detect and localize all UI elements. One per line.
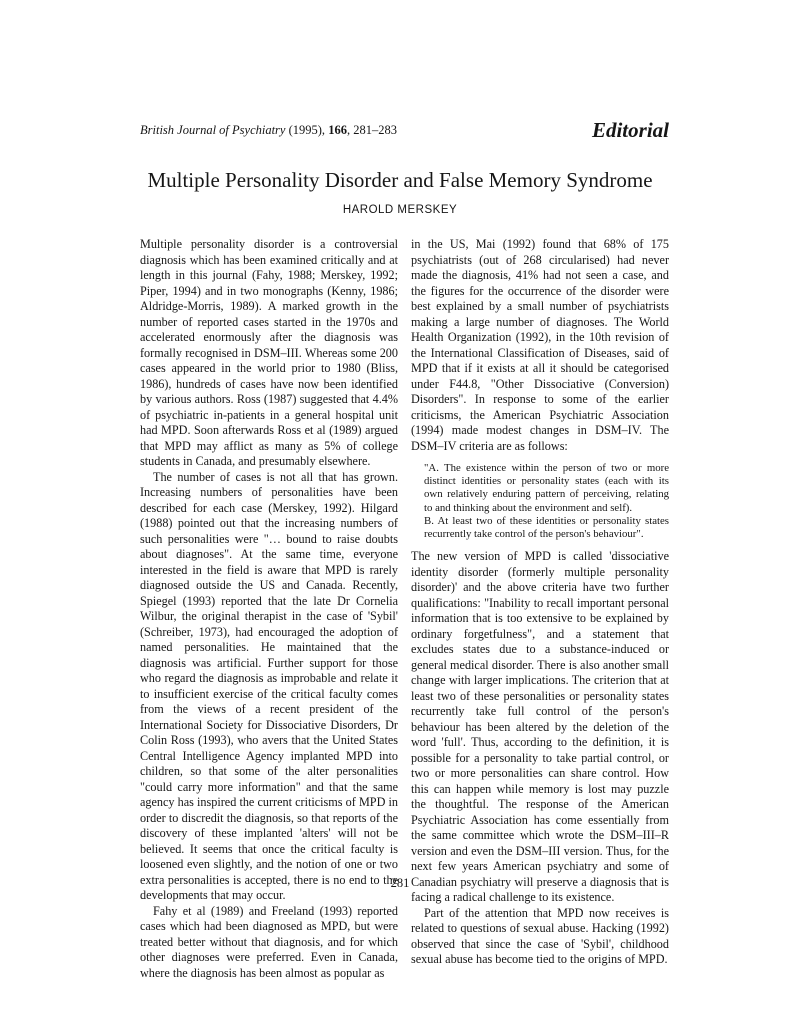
paragraph: The new version of MPD is called 'dissociative identity disorder (formerly multiple personality disorder)' and the above criteria have two further qualifications: "Inability to recall important personal information that is too extensive to be explained by ordinary forgetfulness", and a statement that excludes states due to a substance-induced or general medical disorder. There is also another small change with larger implications. The criterion that at least two of these personalities or personality states recurrently take full control of the person's behaviour has been altered by the deletion of the word 'full'. Thus, according to the definition, it is possible for a personality to take partial control, or two or more personalities can share control. How this can happen while memory is lost may puzzle the thoughtful. The response of the American Psychiatric Association has come essentially from the same committee which wrote the DSM–III–R version and even the DSM–III version. Thus, for the next few years American psychiatry and some of Canadian psychiatry will preserve a diagnosis that is facing a radical challenge to its existence. [411, 549, 669, 905]
right-column [411, 237, 669, 968]
journal-year: (1995), [288, 123, 329, 137]
journal-volume: 166 [328, 123, 347, 137]
dsm-criteria-quote [424, 462, 669, 541]
paragraph: in the US, Mai (1992) found that 68% of 175 psychiatrists (out of 268 circularised) had never made the diagnosis, 41% had not seen a case, and the figures for the occurrence of the disorder were best explained by a small number of psychiatrists making a large number of diagnoses. The World Health Organization (1992), in the 10th revision of the International Classification of Diseases, said of MPD that if it exists at all it should be categorised under F44.8, "Other Dissociative (Conversion) Disorders". In response to some of the earlier criticisms, the American Psychiatric Association (1994) made modest changes in DSM–IV. The DSM–IV criteria are as follows: [411, 237, 669, 453]
section-label: Editorial [591, 118, 669, 142]
journal-pages: , 281–283 [346, 123, 397, 137]
article-title: Multiple Personality Disorder and False Memory Syndrome [147, 168, 653, 192]
criterion-a: "A. The existence within the person of two or more distinct identities or personality states (each with its own relatively enduring pattern of perceiving, relating to and thinking about the environment and self). [424, 462, 669, 514]
journal-name: British Journal of Psychiatry [140, 123, 286, 137]
article-author: HAROLD MERSKEY [342, 204, 458, 216]
page-number: 281 [390, 876, 410, 890]
running-header [140, 123, 397, 138]
paragraph: The number of cases is not all that has grown. Increasing numbers of personalities have been described for each case (Merskey, 1992). Hilgard (1988) pointed out that the increasing numbers of such personalities were "… bound to raise doubts about diagnoses". At the same time, everyone interested in the field is aware that MPD is rarely diagnosed outside the US and Canada. Recently, Spiegel (1993) reported that the late Dr Cornelia Wilbur, the original therapist in the case of 'Sybil' (Schreiber, 1973), had encouraged the adoption of named personalities. He maintained that the diagnosis was artificial. Further support for those who regard the diagnosis as improbable and relate it to insufficient exercise of the critical faculty comes from the views of a recent president of the International Society for Dissociative Disorders, Dr Colin Ross (1993), who avers that the United States Central Intelligence Agency implanted MPD into children, so that some of the alter personalities "could carry more information" and that the same agency has inspired the current criticisms of MPD in order to discredit the diagnosis, so that reports of the discovery of these implanted 'alters' will not be believed. It seems that once the critical faculty is loosened even slightly, and the notion of one or two extra personalities is accepted, there is no end to the developments that may occur. [140, 469, 398, 902]
paragraph: Fahy et al (1989) and Freeland (1993) reported cases which had been diagnosed as MPD, but were treated better without that diagnosis, and for which other diagnoses were preferred. Even in Canada, where the diagnosis has been almost as popular as [140, 903, 398, 980]
left-column [140, 237, 398, 981]
criterion-b: B. At least two of these identities or personality states recurrently take control of the person's behaviour". [424, 514, 669, 541]
paragraph: Multiple personality disorder is a controversial diagnosis which has been examined critically and at length in this journal (Fahy, 1988; Merskey, 1992; Piper, 1994) and in two monographs (Kenny, 1986; Aldridge-Morris, 1989). A marked growth in the number of reported cases started in the 1970s and accelerated enormously after the diagnosis was formally recognised in DSM–III. Whereas some 200 cases appeared in the world prior to 1980 (Bliss, 1986), hundreds of cases have now been identified by various authors. Ross (1987) suggested that 4.4% of psychiatric in-patients in a general hospital unit had MPD. Soon afterwards Ross et al (1989) argued that MPD may afflict as many as 5% of college students in Canada, and presumably elsewhere. [140, 237, 398, 468]
paragraph: Part of the attention that MPD now receives is related to questions of sexual abuse. Hacking (1992) observed that since the case of 'Sybil', childhood sexual abuse has become tied to the origins of MPD. [411, 905, 669, 967]
